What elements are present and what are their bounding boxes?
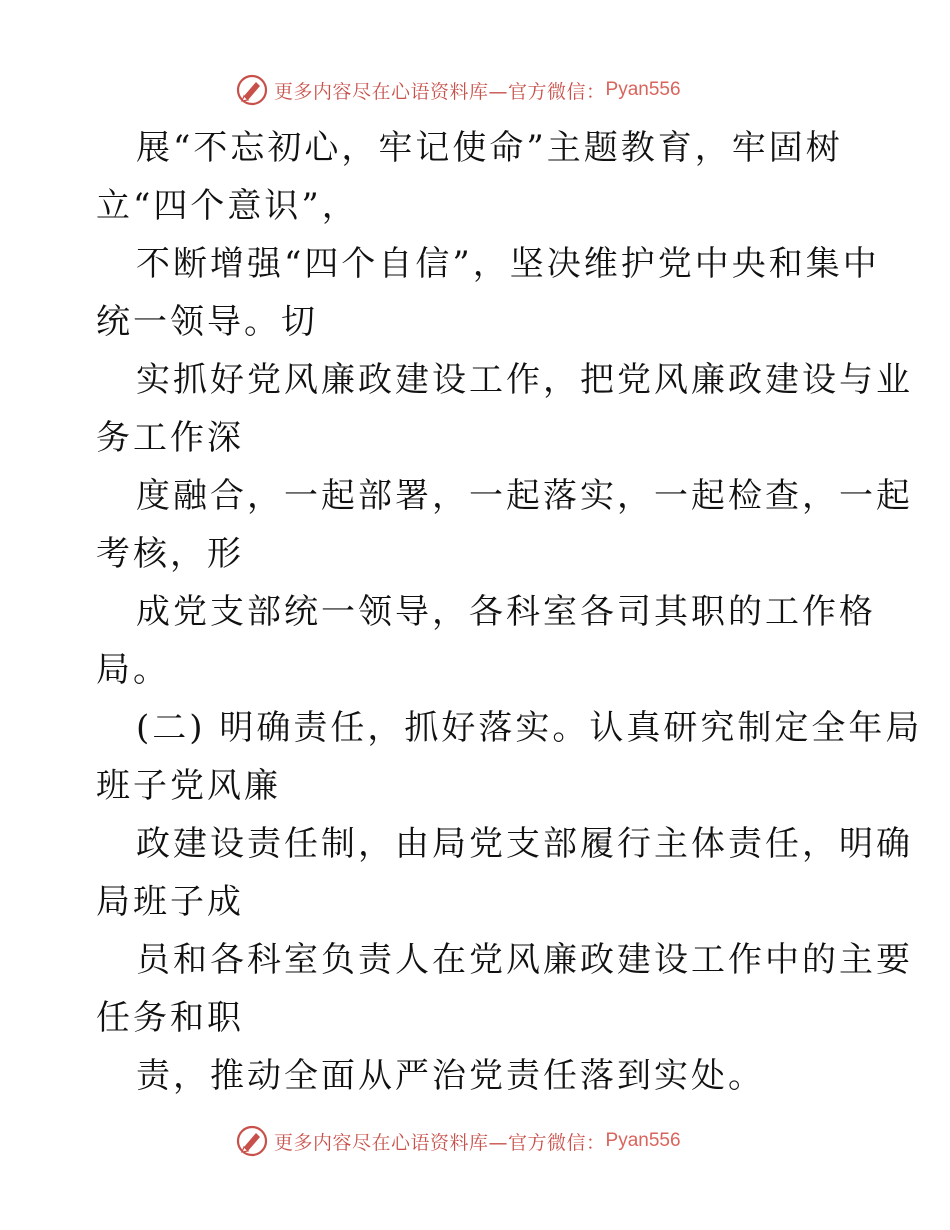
text-line: 务工作深 bbox=[96, 418, 244, 458]
pen-logo-icon bbox=[236, 1125, 268, 1157]
text-line: 统一领导。切 bbox=[96, 302, 318, 342]
text-line: 政建设责任制，由局党支部履行主体责任，明确 bbox=[136, 824, 913, 864]
text-line: 责，推动全面从严治党责任落到实处。 bbox=[136, 1056, 765, 1096]
pen-logo-icon bbox=[236, 74, 268, 106]
footer-watermark bbox=[236, 1124, 681, 1158]
text-line: 不断增强“四个自信”，坚决维护党中央和集中 bbox=[136, 244, 880, 284]
watermark-text: 更多内容尽在心语资料库—官方微信： bbox=[274, 80, 606, 103]
text-line: 实抓好党风廉政建设工作，把党风廉政建设与业 bbox=[136, 360, 913, 400]
header-watermark bbox=[236, 73, 681, 107]
text-line: 展“不忘初心，牢记使命”主题教育，牢固树 bbox=[136, 128, 843, 168]
watermark-wechat-id: Pyan556 bbox=[605, 79, 681, 100]
text-line: 员和各科室负责人在党风廉政建设工作中的主要 bbox=[136, 940, 913, 980]
text-line: 考核，形 bbox=[96, 534, 244, 574]
document-body bbox=[96, 119, 923, 1105]
text-line: 班子党风廉 bbox=[96, 766, 281, 806]
text-line: (二) 明确责任，抓好落实。认真研究制定全年局 bbox=[136, 708, 923, 748]
text-line: 局班子成 bbox=[96, 882, 244, 922]
watermark-text: 更多内容尽在心语资料库—官方微信： bbox=[274, 1131, 606, 1154]
text-line: 局。 bbox=[96, 650, 170, 690]
text-line: 度融合，一起部署，一起落实，一起检查，一起 bbox=[136, 476, 913, 516]
text-line: 立“四个意识”， bbox=[96, 186, 359, 226]
watermark-wechat-id: Pyan556 bbox=[605, 1130, 681, 1151]
text-line: 任务和职 bbox=[96, 998, 244, 1038]
text-line: 成党支部统一领导，各科室各司其职的工作格 bbox=[136, 592, 876, 632]
